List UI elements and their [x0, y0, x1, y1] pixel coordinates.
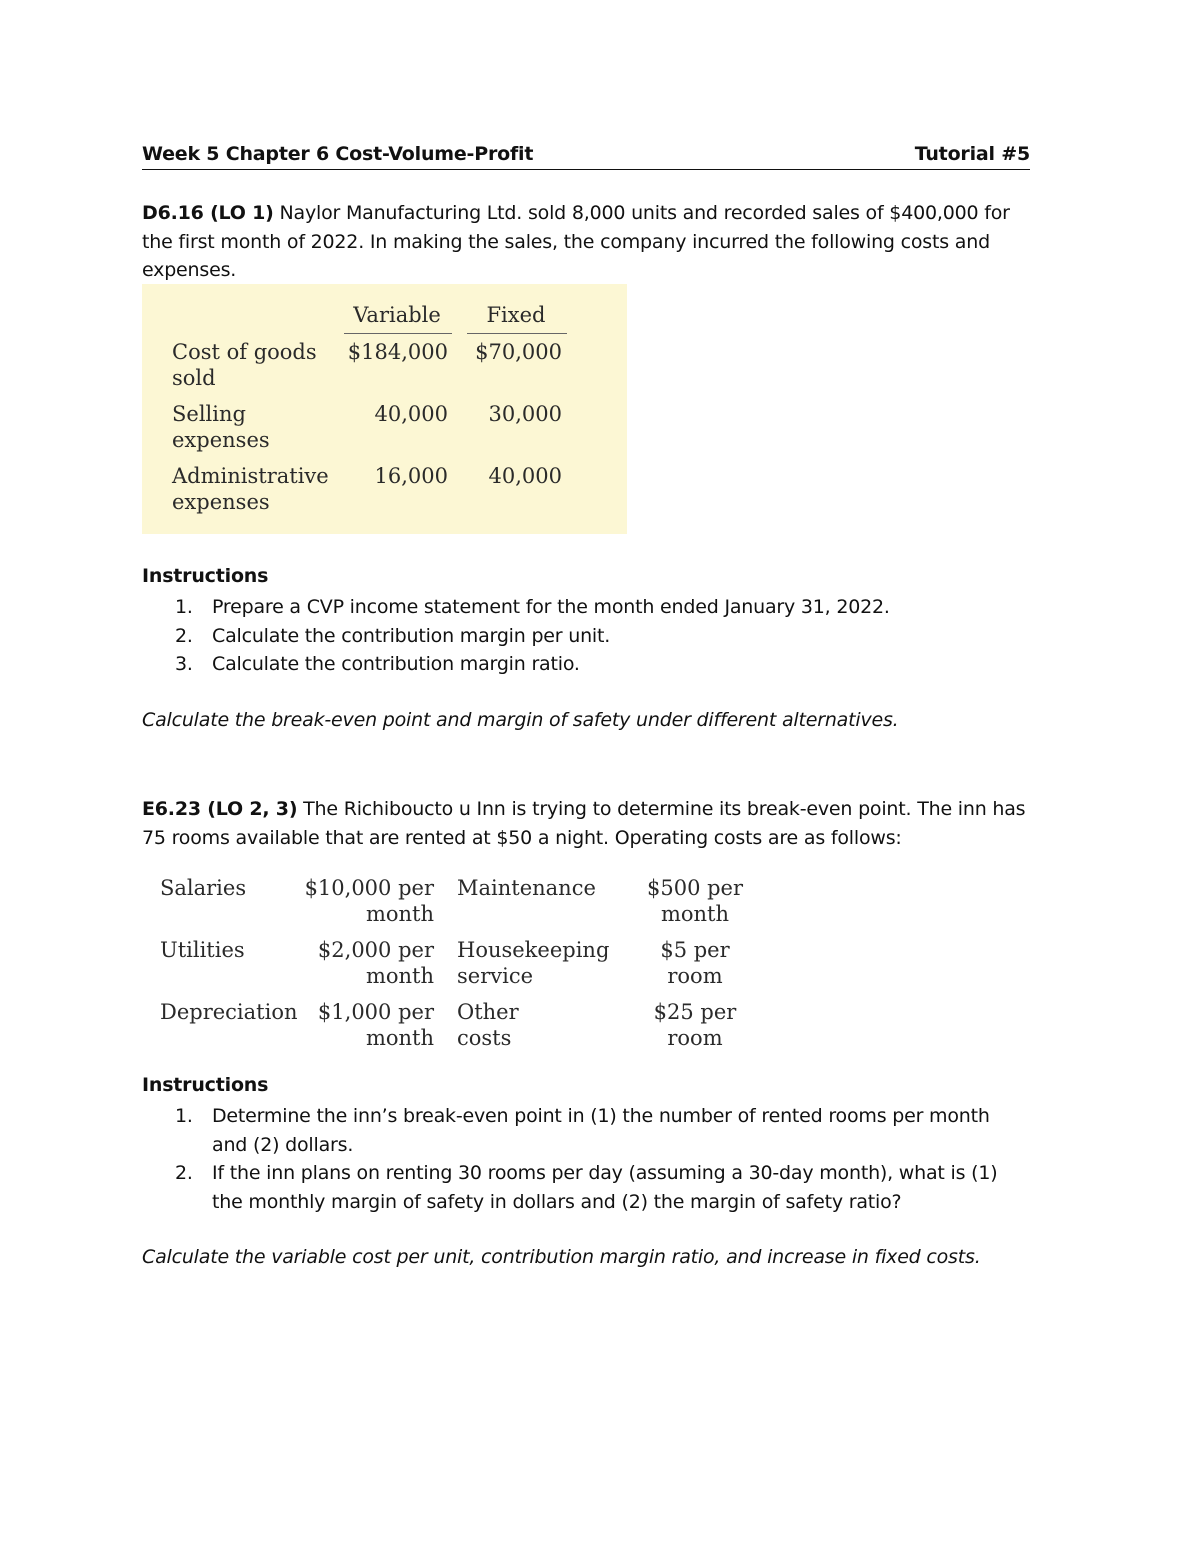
list-item: 1. Prepare a CVP income statement for the month ended January 31, 2022.: [175, 596, 890, 618]
table-row-label: Cost of goods sold: [172, 340, 317, 390]
cost-amount: $10,000 per month: [304, 876, 434, 926]
table-cell-fixed: $70,000: [475, 340, 562, 364]
cost-amount: $1,000 per month: [317, 1000, 434, 1050]
e623-problem-text: [142, 795, 1062, 852]
table-cell-fixed: 40,000: [488, 464, 562, 488]
cost-name: Salaries: [160, 876, 247, 900]
table-cell-variable: $184,000: [347, 340, 448, 364]
list-item: 2. If the inn plans on renting 30 rooms per day (assuming a 30-day month), what is (1) the monthly margin of safety in dollars and (2) the margin of safety ratio?: [175, 1162, 998, 1213]
d616-instructions-title: Instructions: [142, 565, 269, 587]
cost-name: Utilities: [160, 938, 245, 962]
table-header-underline-fixed: [467, 333, 567, 334]
d616-problem-text: [142, 199, 1062, 285]
table-header-fixed: Fixed: [486, 303, 546, 327]
document-header: [142, 143, 1030, 170]
e623-label: E6.23 (LO 2, 3): [142, 798, 298, 820]
list-item: 3. Calculate the contribution margin ratio.: [175, 653, 580, 675]
table-header-underline-variable: [344, 333, 452, 334]
table-cell-variable: 40,000: [374, 402, 448, 426]
table-row-label: Administrative expenses: [172, 464, 329, 514]
table-cell-variable: 16,000: [374, 464, 448, 488]
d616-instructions-list: [142, 593, 1062, 679]
header-tutorial-number: Tutorial #5: [914, 143, 1030, 165]
cost-amount: $2,000 per month: [317, 938, 434, 988]
d616-cost-table: [142, 284, 627, 534]
d616-text-line1: Naylor Manufacturing Ltd. sold 8,000 units and recorded sales of $400,000 for: [273, 202, 1010, 224]
table-cell-fixed: 30,000: [488, 402, 562, 426]
cost-name: Other costs: [457, 1000, 519, 1050]
table-row-label: Selling expenses: [172, 402, 270, 452]
list-item: 2. Calculate the contribution margin per unit.: [175, 624, 611, 647]
header-title: Week 5 Chapter 6 Cost-Volume-Profit: [142, 143, 534, 165]
cost-amount: $25 per room: [653, 1000, 737, 1050]
table-header-variable: Variable: [353, 303, 441, 327]
cost-amount: $5 per room: [660, 938, 730, 988]
d616-label: D6.16 (LO 1): [142, 202, 274, 224]
d616-text-line3: expenses.: [142, 259, 237, 281]
cost-name: Maintenance: [457, 876, 596, 900]
cost-name: Housekeeping service: [457, 938, 610, 988]
e623-text-line2: 75 rooms available that are rented at $50 a night. Operating costs are as follows:: [142, 826, 902, 849]
list-item: 1. Determine the inn’s break-even point in (1) the number of rented rooms per month and (2) dollars.: [175, 1105, 990, 1156]
e623-note: Calculate the variable cost per unit, contribution margin ratio, and increase in fixed costs.: [142, 1246, 981, 1268]
cost-name: Depreciation: [160, 1000, 298, 1024]
d616-note: Calculate the break-even point and margin of safety under different alternatives.: [142, 709, 899, 731]
cost-amount: $500 per month: [646, 876, 744, 926]
e623-text-line1: The Richiboucto u Inn is trying to determine its break-even point. The inn has: [297, 798, 1026, 820]
e623-instructions-list: [142, 1102, 1062, 1216]
d616-text-line2: the first month of 2022. In making the sales, the company incurred the following costs and: [142, 230, 990, 253]
e623-instructions-title: Instructions: [142, 1074, 269, 1096]
